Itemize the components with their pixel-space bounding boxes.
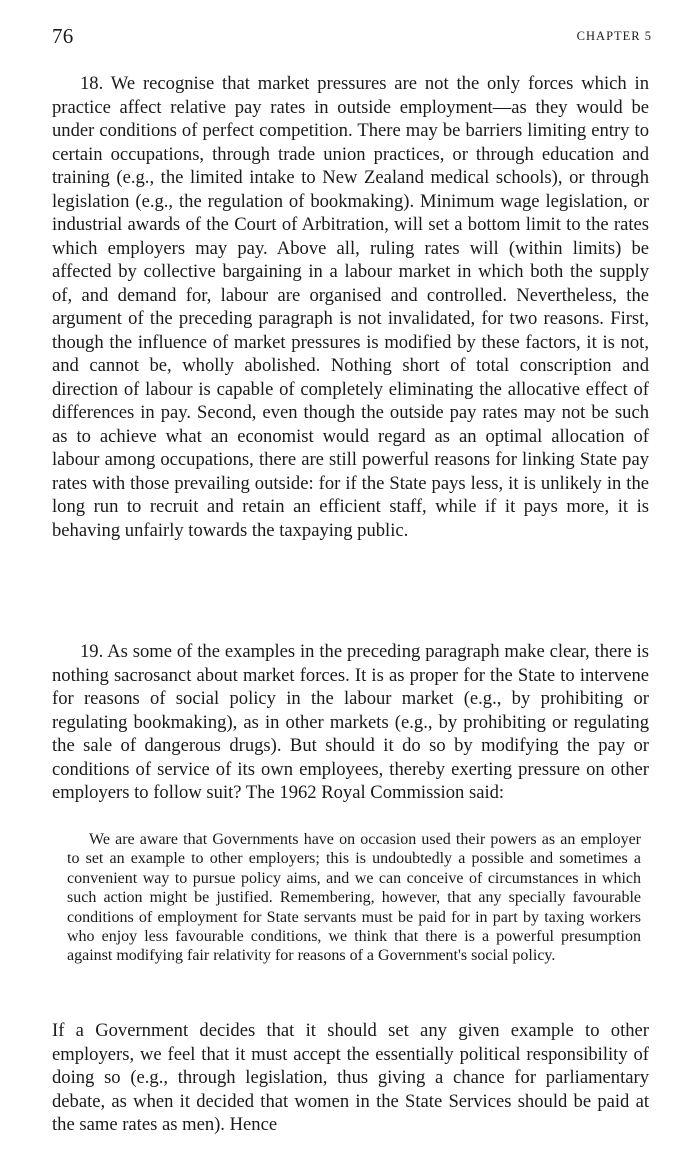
paragraph-19-continued: If a Government decides that it should set any given example to other employers, we feel that it must accept the essentially political responsibility of doing so (e.g., through legislation, thus giving a chance for parliamentary debate, as when it decided that women in the State Services should be paid at the same rates as men). Hence [52, 1020, 649, 1135]
paragraph-18 [52, 72, 649, 542]
running-head [52, 24, 652, 52]
chapter-label: CHAPTER 5 [576, 29, 652, 43]
paragraph-text: We recognise that market pressures are not the only forces which in practice affect relative pay rates in outside employment—as they would be under conditions of perfect competition. There may be barriers limiting entry to certain occupations, through trade union practices, or through education and training (e.g., the limited intake to New Zealand medical schools), or through legislation (e.g., the regulation of bookmaking). Minimum wage legislation, or industrial awards of the Court of Arbitration, will set a bottom limit to the rates which employers may pay. Above all, ruling rates will (within limits) be affected by collective bargaining in a labour market in which both the supply of, and demand for, labour are organised and controlled. Nevertheless, the argument of the preceding paragraph is not invalidated, for two reasons. First, though the influence of market pressures is modified by these factors, it is not, and cannot be, wholly abolished. Nothing short of total conscription and direction of labour is capable of completely eliminating the allocative effect of differences in pay. Second, even though the outside pay rates may not be such as to achieve what an economist would regard as an optimal allocation of labour among occupations, there are still powerful reasons for linking State pay rates with those prevailing outside: for if the State pays less, it is unlikely in the long run to recruit and retain an efficient staff, while if it pays more, it is behaving unfairly towards the taxpaying public. [52, 73, 649, 541]
paragraph-number: 19. [80, 641, 104, 662]
page-number: 76 [52, 24, 74, 48]
paragraph-number: 18. [80, 73, 104, 94]
royal-commission-quote: We are aware that Governments have on occasion used their powers as an employer to set an example to other employers; this is undoubtedly a possible and sometimes a convenient way to pursue policy aims, and we can conceive of circumstances in which such action might be justified. Remembering, however, that any specially favourable conditions of employment for State servants must be paid for in part by taxing workers who enjoy less favourable conditions, we think that there is a powerful presumption against modifying fair relativity for reasons of a Government's social policy. [67, 831, 641, 965]
paragraph-text: As some of the examples in the preceding paragraph make clear, there is nothing sacrosanct about market forces. It is as proper for the State to intervene for reasons of social policy in the labour market (e.g., by prohibiting or regulating bookmaking), as in other markets (e.g., by prohibiting or regulating the sale of dangerous drugs). But should it do so by modifying the pay or conditions of service of its own employees, thereby exerting pressure on other employers to follow suit? The 1962 Royal Commission said: [52, 641, 650, 803]
paragraph-19 [52, 640, 649, 805]
